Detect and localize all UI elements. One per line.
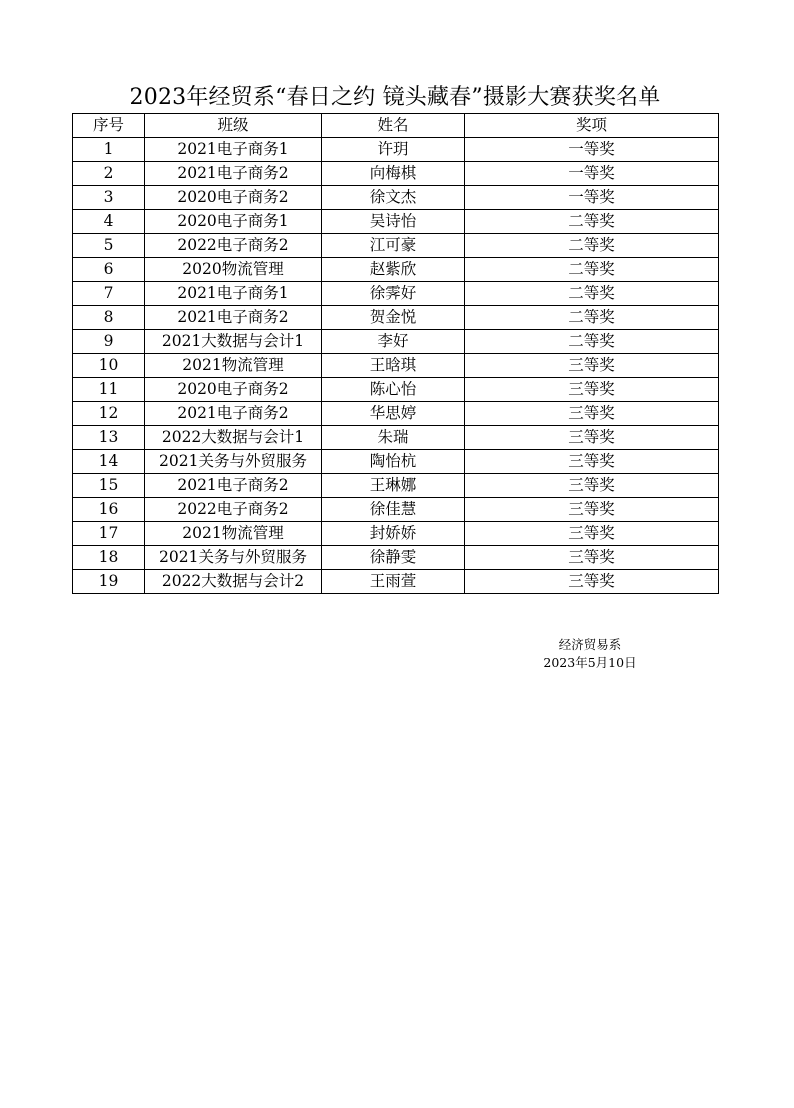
cell-class: 2022电子商务2 (145, 234, 322, 258)
cell-name: 华思婷 (322, 402, 465, 426)
cell-award: 二等奖 (465, 282, 719, 306)
cell-class: 2021关务与外贸服务 (145, 450, 322, 474)
page-title: 2023年经贸系“春日之约 镜头藏春”摄影大赛获奖名单 (129, 85, 661, 110)
table-row (73, 306, 719, 330)
header-class: 班级 (145, 114, 322, 138)
cell-number: 15 (73, 474, 145, 498)
cell-class: 2022大数据与会计1 (145, 426, 322, 450)
cell-class: 2020电子商务2 (145, 186, 322, 210)
cell-number: 19 (73, 570, 145, 594)
cell-number: 10 (73, 354, 145, 378)
cell-class: 2020物流管理 (145, 258, 322, 282)
cell-number: 18 (73, 546, 145, 570)
cell-number: 1 (73, 138, 145, 162)
cell-number: 14 (73, 450, 145, 474)
table-row (73, 450, 719, 474)
cell-award: 三等奖 (465, 378, 719, 402)
table-row (73, 498, 719, 522)
cell-award: 一等奖 (465, 186, 719, 210)
cell-name: 向梅棋 (322, 162, 465, 186)
cell-name: 贺金悦 (322, 306, 465, 330)
table-row (73, 162, 719, 186)
table-row (73, 378, 719, 402)
cell-name: 赵紫欣 (322, 258, 465, 282)
cell-number: 17 (73, 522, 145, 546)
table-row (73, 330, 719, 354)
cell-award: 二等奖 (465, 330, 719, 354)
cell-award: 三等奖 (465, 402, 719, 426)
table-row (73, 354, 719, 378)
header-award: 奖项 (465, 114, 719, 138)
cell-award: 三等奖 (465, 570, 719, 594)
cell-award: 三等奖 (465, 522, 719, 546)
cell-number: 6 (73, 258, 145, 282)
cell-name: 徐静雯 (322, 546, 465, 570)
cell-number: 7 (73, 282, 145, 306)
cell-number: 8 (73, 306, 145, 330)
award-table (72, 113, 719, 594)
cell-number: 11 (73, 378, 145, 402)
table-row (73, 426, 719, 450)
table-row (73, 186, 719, 210)
cell-award: 二等奖 (465, 258, 719, 282)
cell-award: 一等奖 (465, 162, 719, 186)
cell-award: 二等奖 (465, 306, 719, 330)
cell-class: 2021电子商务1 (145, 138, 322, 162)
table-row (73, 258, 719, 282)
cell-name: 许玥 (322, 138, 465, 162)
cell-class: 2021物流管理 (145, 354, 322, 378)
cell-class: 2021大数据与会计1 (145, 330, 322, 354)
header-number: 序号 (73, 114, 145, 138)
cell-award: 三等奖 (465, 498, 719, 522)
cell-class: 2021电子商务2 (145, 162, 322, 186)
table-row (73, 546, 719, 570)
table-row (73, 234, 719, 258)
cell-name: 封娇娇 (322, 522, 465, 546)
cell-name: 王晗琪 (322, 354, 465, 378)
table-row (73, 282, 719, 306)
cell-award: 三等奖 (465, 450, 719, 474)
cell-award: 二等奖 (465, 210, 719, 234)
cell-award: 二等奖 (465, 234, 719, 258)
cell-name: 陶怡杭 (322, 450, 465, 474)
cell-class: 2022大数据与会计2 (145, 570, 322, 594)
cell-award: 三等奖 (465, 546, 719, 570)
cell-number: 13 (73, 426, 145, 450)
table-row (73, 522, 719, 546)
cell-name: 王琳娜 (322, 474, 465, 498)
cell-number: 16 (73, 498, 145, 522)
table-row (73, 474, 719, 498)
cell-number: 5 (73, 234, 145, 258)
cell-name: 陈心怡 (322, 378, 465, 402)
cell-award: 三等奖 (465, 474, 719, 498)
cell-award: 三等奖 (465, 354, 719, 378)
cell-class: 2021关务与外贸服务 (145, 546, 322, 570)
table-header-row (73, 114, 719, 138)
cell-number: 2 (73, 162, 145, 186)
header-name: 姓名 (322, 114, 465, 138)
cell-class: 2021电子商务1 (145, 282, 322, 306)
table-row (73, 402, 719, 426)
cell-class: 2021物流管理 (145, 522, 322, 546)
table-body (73, 138, 719, 594)
table-row (73, 210, 719, 234)
cell-class: 2020电子商务2 (145, 378, 322, 402)
cell-number: 12 (73, 402, 145, 426)
cell-class: 2022电子商务2 (145, 498, 322, 522)
cell-number: 9 (73, 330, 145, 354)
cell-name: 江可豪 (322, 234, 465, 258)
table-row (73, 138, 719, 162)
cell-class: 2021电子商务2 (145, 474, 322, 498)
cell-number: 3 (73, 186, 145, 210)
cell-class: 2021电子商务2 (145, 306, 322, 330)
cell-award: 三等奖 (465, 426, 719, 450)
cell-name: 朱瑞 (322, 426, 465, 450)
cell-name: 李好 (322, 330, 465, 354)
cell-name: 徐文杰 (322, 186, 465, 210)
table-row (73, 570, 719, 594)
cell-class: 2020电子商务1 (145, 210, 322, 234)
cell-name: 王雨萱 (322, 570, 465, 594)
issue-date: 2023年5月10日 (543, 655, 637, 670)
cell-name: 徐霁好 (322, 282, 465, 306)
cell-name: 吴诗怡 (322, 210, 465, 234)
issuing-department: 经济贸易系 (558, 637, 622, 652)
cell-name: 徐佳慧 (322, 498, 465, 522)
cell-class: 2021电子商务2 (145, 402, 322, 426)
cell-number: 4 (73, 210, 145, 234)
cell-award: 一等奖 (465, 138, 719, 162)
